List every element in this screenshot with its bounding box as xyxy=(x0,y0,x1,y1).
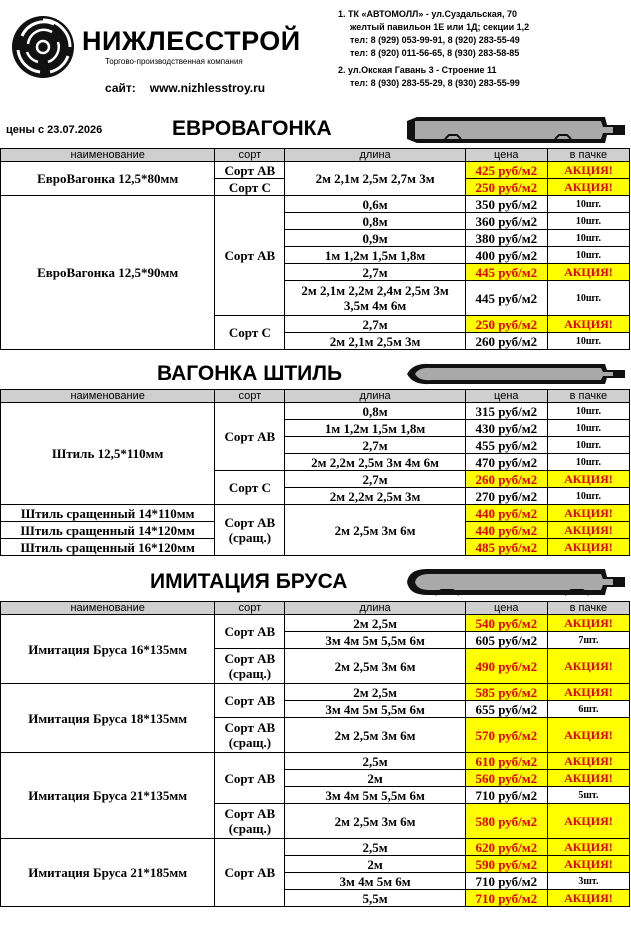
pack-cell: АКЦИЯ! xyxy=(547,753,629,770)
pack-cell: 10шт. xyxy=(547,437,629,454)
price-cell: 485 руб/м2 xyxy=(465,539,547,556)
pack-cell: 10шт. xyxy=(547,403,629,420)
pack-cell: АКЦИЯ! xyxy=(547,162,629,179)
grade-cell: Сорт АВ (сращ.) xyxy=(215,649,285,684)
price-cell: 430 руб/м2 xyxy=(465,420,547,437)
length-cell: 2м 2,2м 2,5м 3м xyxy=(285,488,465,505)
length-cell: 2м xyxy=(285,770,465,787)
contact-line: желтый павильон 1Е или 1Д; секции 1,2 xyxy=(350,22,530,32)
product-name: Штиль сращенный 14*110мм xyxy=(1,505,215,522)
price-cell: 400 руб/м2 xyxy=(465,247,547,264)
length-cell: 5,5м xyxy=(285,890,465,907)
pack-cell: АКЦИЯ! xyxy=(547,471,629,488)
length-cell: 2,7м xyxy=(285,316,465,333)
pack-cell: АКЦИЯ! xyxy=(547,890,629,907)
column-header-price: цена xyxy=(465,390,547,403)
length-cell: 0,8м xyxy=(285,403,465,420)
grade-cell: Сорт С xyxy=(215,179,285,196)
product-name: Штиль сращенный 16*120мм xyxy=(1,539,215,556)
price-cell: 440 руб/м2 xyxy=(465,522,547,539)
price-cell: 590 руб/м2 xyxy=(465,856,547,873)
pack-cell: АКЦИЯ! xyxy=(547,264,629,281)
website-link[interactable]: www.nizhlesstroy.ru xyxy=(149,81,266,95)
column-header-pack: в пачке xyxy=(547,390,629,403)
contact-line: 2. ул.Окская Гавань 3 - Строение 11 xyxy=(338,65,497,75)
grade-cell: Сорт АВ (сращ.) xyxy=(215,804,285,839)
pack-cell: АКЦИЯ! xyxy=(547,615,629,632)
website-line xyxy=(105,81,265,95)
table-row xyxy=(1,196,630,213)
pack-cell: 10шт. xyxy=(547,230,629,247)
grade-cell: Сорт АВ (сращ.) xyxy=(215,718,285,753)
pack-cell: АКЦИЯ! xyxy=(547,839,629,856)
table-row xyxy=(1,162,630,179)
length-cell: 2м 2,5м 3м 6м xyxy=(285,718,465,753)
price-cell: 445 руб/м2 xyxy=(465,264,547,281)
length-cell: 2,7м xyxy=(285,437,465,454)
pack-cell: 5шт. xyxy=(547,787,629,804)
length-cell: 1м 1,2м 1,5м 1,8м xyxy=(285,420,465,437)
price-cell: 710 руб/м2 xyxy=(465,787,547,804)
pack-cell: 10шт. xyxy=(547,333,629,350)
product-name: Имитация Бруса 21*135мм xyxy=(1,753,215,839)
grade-cell: Сорт АВ (сращ.) xyxy=(215,505,285,556)
length-cell: 1м 1,2м 1,5м 1,8м xyxy=(285,247,465,264)
column-header-length: длина xyxy=(285,149,465,162)
length-cell: 2м 2,5м 3м 6м xyxy=(285,649,465,684)
table-row xyxy=(1,684,630,701)
grade-cell: Сорт АВ xyxy=(215,753,285,804)
pack-cell: АКЦИЯ! xyxy=(547,718,629,753)
length-cell: 2м 2,5м xyxy=(285,684,465,701)
board-profile-icon xyxy=(405,566,627,598)
length-cell: 2м 2,1м 2,5м 3м xyxy=(285,333,465,350)
length-cell: 3м 4м 5м 6м xyxy=(285,873,465,890)
board-profile-icon xyxy=(405,115,627,145)
price-table-shtil xyxy=(0,389,630,556)
price-cell: 710 руб/м2 xyxy=(465,890,547,907)
product-name: Штиль сращенный 14*120мм xyxy=(1,522,215,539)
length-cell: 2м 2,5м 3м 6м xyxy=(285,505,465,556)
price-cell: 260 руб/м2 xyxy=(465,333,547,350)
price-cell: 350 руб/м2 xyxy=(465,196,547,213)
price-table-brus xyxy=(0,601,630,907)
pack-cell: АКЦИЯ! xyxy=(547,804,629,839)
length-cell: 2м xyxy=(285,856,465,873)
length-cell: 0,6м xyxy=(285,196,465,213)
contact-line: тел: 8 (920) 011-56-65, 8 (930) 283-58-85 xyxy=(350,48,520,58)
pack-cell: 3шт. xyxy=(547,873,629,890)
pack-cell: АКЦИЯ! xyxy=(547,316,629,333)
pack-cell: АКЦИЯ! xyxy=(547,770,629,787)
column-header-name: наименование xyxy=(1,390,215,403)
price-cell: 470 руб/м2 xyxy=(465,454,547,471)
price-cell: 585 руб/м2 xyxy=(465,684,547,701)
section-title-brus: ИМИТАЦИЯ БРУСА xyxy=(150,570,348,593)
price-cell: 360 руб/м2 xyxy=(465,213,547,230)
contact-line: тел: 8 (930) 283-55-29, 8 (930) 283-55-99 xyxy=(350,78,520,88)
length-cell: 0,9м xyxy=(285,230,465,247)
column-header-sort: сорт xyxy=(215,602,285,615)
grade-cell: Сорт АВ xyxy=(215,839,285,907)
pack-cell: 10шт. xyxy=(547,196,629,213)
grade-cell: Сорт С xyxy=(215,316,285,350)
length-cell: 2м 2,2м 2,5м 3м 4м 6м xyxy=(285,454,465,471)
length-cell: 2,7м xyxy=(285,471,465,488)
grade-cell: Сорт С xyxy=(215,471,285,505)
price-table-evrovagonka xyxy=(0,148,630,350)
pack-cell: 6шт. xyxy=(547,701,629,718)
length-cell: 2м 2,5м xyxy=(285,615,465,632)
contact-line: тел: 8 (929) 053-99-91, 8 (920) 283-55-49 xyxy=(350,35,520,45)
column-header-price: цена xyxy=(465,149,547,162)
price-cell: 560 руб/м2 xyxy=(465,770,547,787)
length-cell: 2,5м xyxy=(285,839,465,856)
pack-cell: 10шт. xyxy=(547,488,629,505)
column-header-pack: в пачке xyxy=(547,149,629,162)
price-cell: 710 руб/м2 xyxy=(465,873,547,890)
table-row xyxy=(1,753,630,770)
price-cell: 315 руб/м2 xyxy=(465,403,547,420)
pack-cell: 10шт. xyxy=(547,281,629,316)
length-cell: 3м 4м 5м 5,5м 6м xyxy=(285,787,465,804)
pack-cell: АКЦИЯ! xyxy=(547,684,629,701)
column-header-name: наименование xyxy=(1,149,215,162)
contacts-block xyxy=(338,8,529,90)
brand-name: НИЖЛЕССТРОЙ xyxy=(82,26,301,56)
board-profile-icon xyxy=(405,361,627,387)
length-cell: 0,8м xyxy=(285,213,465,230)
length-cell: 2м 2,5м 3м 6м xyxy=(285,804,465,839)
section-title-shtil: ВАГОНКА ШТИЛЬ xyxy=(157,362,343,385)
price-cell: 250 руб/м2 xyxy=(465,316,547,333)
price-cell: 610 руб/м2 xyxy=(465,753,547,770)
pack-cell: АКЦИЯ! xyxy=(547,649,629,684)
length-cell: 2,7м xyxy=(285,264,465,281)
grade-cell: Сорт АВ xyxy=(215,403,285,471)
price-cell: 270 руб/м2 xyxy=(465,488,547,505)
grade-cell: Сорт АВ xyxy=(215,196,285,316)
price-cell: 260 руб/м2 xyxy=(465,471,547,488)
length-cell: 2м 2,1м 2,2м 2,4м 2,5м 3м 3,5м 4м 6м xyxy=(285,281,465,316)
price-cell: 440 руб/м2 xyxy=(465,505,547,522)
pack-cell: 7шт. xyxy=(547,632,629,649)
pack-cell: 10шт. xyxy=(547,213,629,230)
price-cell: 655 руб/м2 xyxy=(465,701,547,718)
pack-cell: АКЦИЯ! xyxy=(547,522,629,539)
price-cell: 445 руб/м2 xyxy=(465,281,547,316)
column-header-sort: сорт xyxy=(215,390,285,403)
price-cell: 570 руб/м2 xyxy=(465,718,547,753)
grade-cell: Сорт АВ xyxy=(215,162,285,179)
product-name: Имитация Бруса 16*135мм xyxy=(1,615,215,684)
column-header-length: длина xyxy=(285,390,465,403)
table-row xyxy=(1,403,630,420)
price-cell: 425 руб/м2 xyxy=(465,162,547,179)
pack-cell: 10шт. xyxy=(547,247,629,264)
grade-cell: Сорт АВ xyxy=(215,684,285,718)
product-name: ЕвроВагонка 12,5*90мм xyxy=(1,196,215,350)
column-header-pack: в пачке xyxy=(547,602,629,615)
website-label: сайт: xyxy=(105,81,136,95)
table-row xyxy=(1,505,630,522)
product-name: Штиль 12,5*110мм xyxy=(1,403,215,505)
column-header-price: цена xyxy=(465,602,547,615)
company-logo-icon xyxy=(10,14,76,80)
price-cell: 490 руб/м2 xyxy=(465,649,547,684)
pack-cell: АКЦИЯ! xyxy=(547,539,629,556)
brand-tagline: Торгово-производственная компания xyxy=(105,57,243,66)
pack-cell: АКЦИЯ! xyxy=(547,856,629,873)
price-cell: 540 руб/м2 xyxy=(465,615,547,632)
length-cell: 3м 4м 5м 5,5м 6м xyxy=(285,632,465,649)
column-header-name: наименование xyxy=(1,602,215,615)
price-cell: 620 руб/м2 xyxy=(465,839,547,856)
price-cell: 250 руб/м2 xyxy=(465,179,547,196)
price-cell: 380 руб/м2 xyxy=(465,230,547,247)
pack-cell: АКЦИЯ! xyxy=(547,505,629,522)
product-name: Имитация Бруса 18*135мм xyxy=(1,684,215,753)
length-cell: 2,5м xyxy=(285,753,465,770)
length-cell: 3м 4м 5м 5,5м 6м xyxy=(285,701,465,718)
pack-cell: 10шт. xyxy=(547,420,629,437)
price-cell: 605 руб/м2 xyxy=(465,632,547,649)
section-title-evrovagonka: ЕВРОВАГОНКА xyxy=(172,117,332,140)
price-cell: 455 руб/м2 xyxy=(465,437,547,454)
product-name: Имитация Бруса 21*185мм xyxy=(1,839,215,907)
table-row xyxy=(1,615,630,632)
table-row xyxy=(1,839,630,856)
prices-date: цены с 23.07.2026 xyxy=(6,124,103,136)
pack-cell: 10шт. xyxy=(547,454,629,471)
product-name: ЕвроВагонка 12,5*80мм xyxy=(1,162,215,196)
price-cell: 580 руб/м2 xyxy=(465,804,547,839)
length-cell: 2м 2,1м 2,5м 2,7м 3м xyxy=(285,162,465,196)
pack-cell: АКЦИЯ! xyxy=(547,179,629,196)
column-header-length: длина xyxy=(285,602,465,615)
grade-cell: Сорт АВ xyxy=(215,615,285,649)
column-header-sort: сорт xyxy=(215,149,285,162)
contact-line: 1. ТК «АВТОМОЛЛ» - ул.Суздальская, 70 xyxy=(338,9,518,19)
